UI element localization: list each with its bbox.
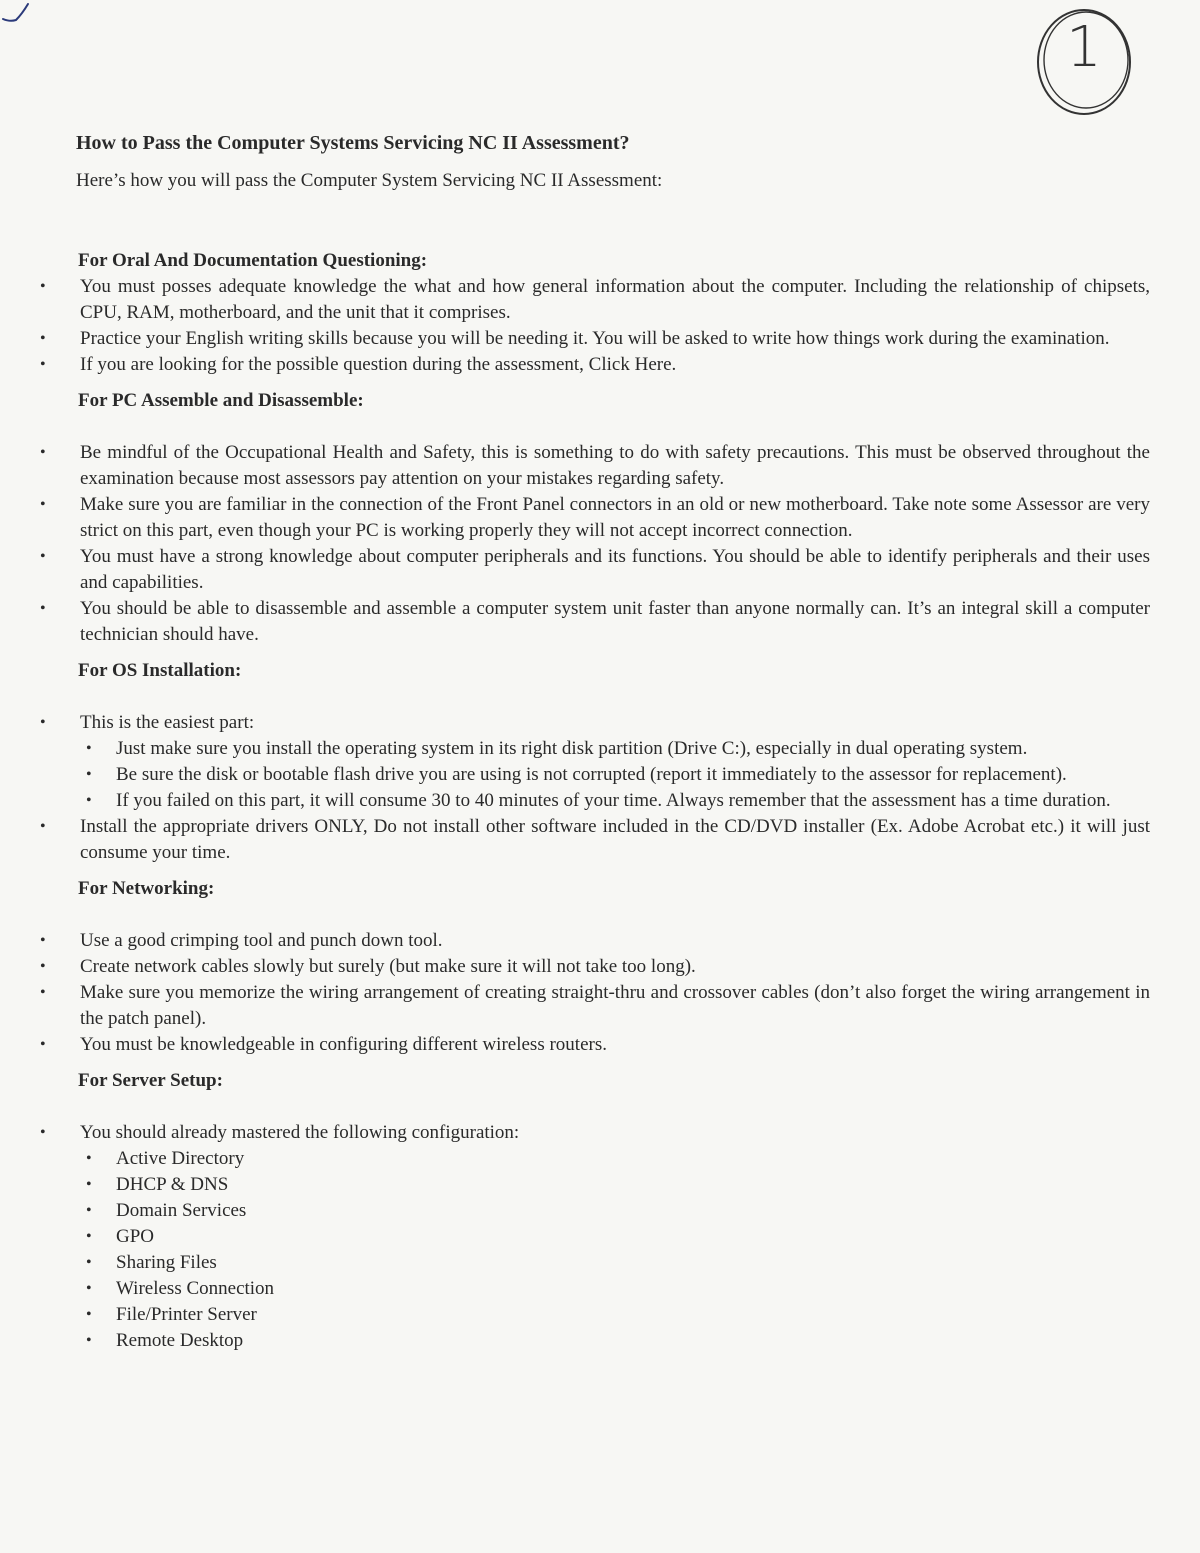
document-title: How to Pass the Computer Systems Servicing NC II Assessment?: [76, 132, 630, 154]
section-oral-questioning: [40, 248, 1150, 378]
list-item: • Be mindful of the Occupational Health and Safety, this is something to do with safety precautions. This must be observed throughout the examination because most assessors pay attention on your mistakes regarding safety.: [40, 440, 1150, 492]
sub-list-item: • GPO: [80, 1224, 1150, 1250]
sub-list-item: • File/Printer Server: [80, 1302, 1150, 1328]
section-os-installation: [40, 658, 1150, 866]
sub-bullet-list: [80, 736, 1150, 814]
list-item: • You must posses adequate knowledge the what and how general information about the computer. Including the relationship of chipsets, CPU, RAM, motherboard, and the unit that it comprises.: [40, 274, 1150, 326]
sub-list-item: • Just make sure you install the operating system in its right disk partition (Drive C:), especially in dual operating system.: [80, 736, 1150, 762]
section-pc-assembly: [40, 388, 1150, 648]
bullet-list: [40, 928, 1150, 1058]
list-item: • You must be knowledgeable in configuring different wireless routers.: [40, 1032, 1150, 1058]
section-heading: For OS Installation:: [78, 660, 242, 681]
list-item: [40, 1120, 1150, 1354]
sub-list-item: • Remote Desktop: [80, 1328, 1150, 1354]
list-item: • You should be able to disassemble and assemble a computer system unit faster than anyone normally can. It’s an integral skill a computer technician should have.: [40, 596, 1150, 648]
document-body: [40, 126, 1150, 1354]
section-heading: For Networking:: [78, 878, 215, 899]
sub-list-item: • Wireless Connection: [80, 1276, 1150, 1302]
list-item: • Practice your English writing skills because you will be needing it. You will be asked to write how things work during the examination.: [40, 326, 1150, 352]
list-item: • If you are looking for the possible question during the assessment, Click Here.: [40, 352, 1150, 378]
list-item: • Install the appropriate drivers ONLY, Do not install other software included in the CD/DVD installer (Ex. Adobe Acrobat etc.) it will just consume your time.: [40, 814, 1150, 866]
list-item: • Make sure you are familiar in the connection of the Front Panel connectors in an old or new motherboard. Take note some Assessor are very strict on this part, even though your PC is working properly they will not accept incorrect connection.: [40, 492, 1150, 544]
sub-list-item: • DHCP & DNS: [80, 1172, 1150, 1198]
bullet-list: [40, 274, 1150, 378]
bullet-list: [40, 710, 1150, 866]
section-networking: [40, 876, 1150, 1058]
sub-list-item: • Sharing Files: [80, 1250, 1150, 1276]
sub-list-item: • If you failed on this part, it will consume 30 to 40 minutes of your time. Always remember that the assessment has a time duration.: [80, 788, 1150, 814]
list-item: • Make sure you memorize the wiring arrangement of creating straight-thru and crossover cables (don’t also forget the wiring arrangement in the patch panel).: [40, 980, 1150, 1032]
list-item: • You must have a strong knowledge about computer peripherals and its functions. You should be able to identify peripherals and their uses and capabilities.: [40, 544, 1150, 596]
list-item-text: You should already mastered the following configuration:: [80, 1122, 520, 1143]
pen-mark-icon: [0, 0, 40, 40]
list-item: • Create network cables slowly but surely (but make sure it will not take too long).: [40, 954, 1150, 980]
list-item: [40, 710, 1150, 814]
sub-list-item: • Domain Services: [80, 1198, 1150, 1224]
list-item-text: This is the easiest part:: [80, 712, 255, 733]
sub-list-item: • Active Directory: [80, 1146, 1150, 1172]
section-heading: For Server Setup:: [78, 1070, 223, 1091]
bullet-list: [40, 1120, 1150, 1354]
section-server-setup: [40, 1068, 1150, 1354]
sub-list-item: • Be sure the disk or bootable flash drive you are using is not corrupted (report it immediately to the assessor for replacement).: [80, 762, 1150, 788]
section-heading: For PC Assemble and Disassemble:: [78, 390, 364, 411]
section-heading: For Oral And Documentation Questioning:: [78, 250, 428, 271]
page-number: 1: [1066, 15, 1102, 80]
document-intro: Here’s how you will pass the Computer System Servicing NC II Assessment:: [76, 170, 663, 191]
bullet-list: [40, 440, 1150, 648]
list-item: • Use a good crimping tool and punch down tool.: [40, 928, 1150, 954]
sub-bullet-list: [80, 1146, 1150, 1354]
